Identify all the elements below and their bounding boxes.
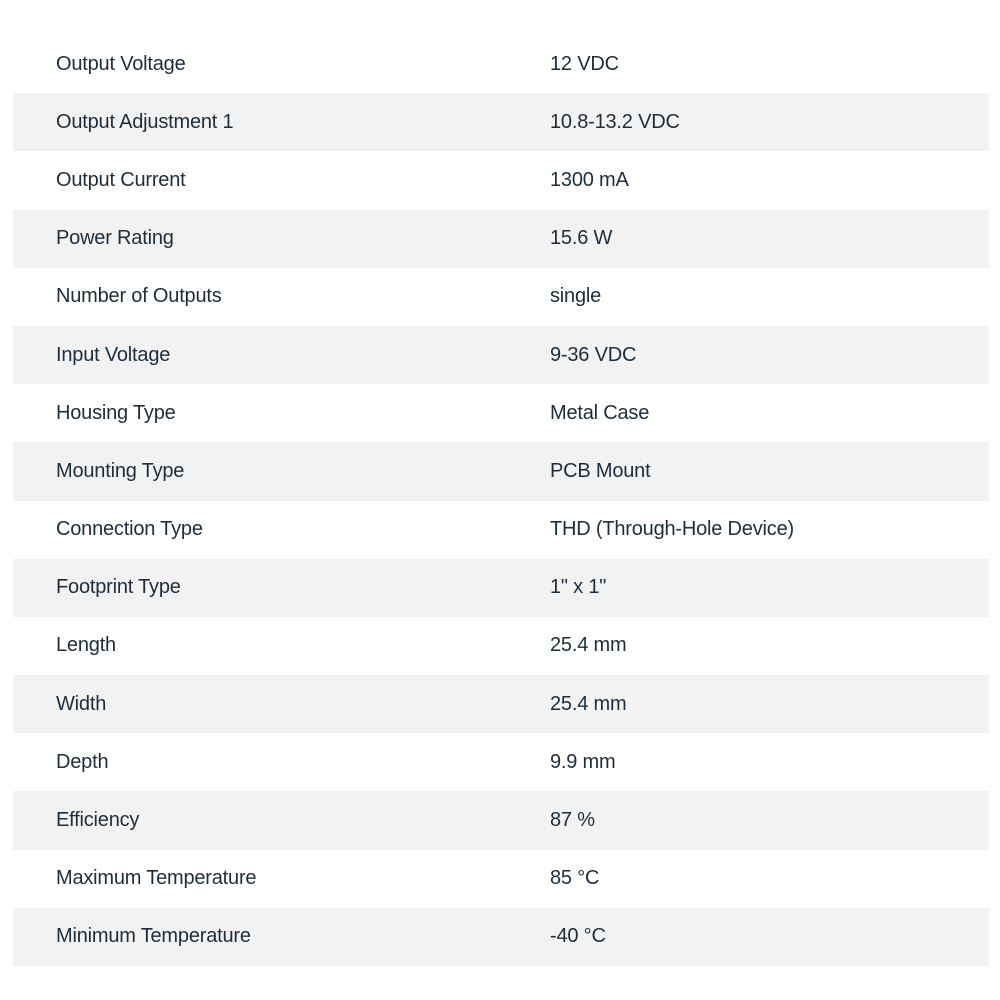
spec-value: 9.9 mm (550, 750, 616, 773)
spec-label: Minimum Temperature (56, 925, 251, 948)
spec-value: 87 % (550, 809, 595, 832)
spec-label: Output Voltage (56, 52, 186, 75)
spec-value: THD (Through-Hole Device) (550, 518, 794, 541)
spec-value: 25.4 mm (550, 634, 627, 657)
spec-value: 12 VDC (550, 52, 619, 75)
spec-row-power-rating (13, 210, 989, 268)
spec-row-connection-type (13, 501, 989, 559)
spec-label: Maximum Temperature (56, 867, 257, 890)
spec-value: -40 °C (550, 925, 606, 948)
spec-value: 1" x 1" (550, 576, 607, 599)
spec-label: Number of Outputs (56, 285, 222, 308)
spec-row-input-voltage (13, 326, 989, 384)
spec-label: Output Adjustment 1 (56, 110, 234, 133)
spec-label: Width (56, 692, 107, 715)
spec-table (13, 35, 989, 966)
spec-label: Length (56, 634, 116, 657)
spec-label: Input Voltage (56, 343, 171, 366)
spec-row-length (13, 617, 989, 675)
spec-row-output-voltage (13, 35, 989, 93)
spec-label: Efficiency (56, 809, 140, 832)
spec-row-output-current (13, 151, 989, 209)
spec-value: single (550, 285, 602, 308)
spec-row-footprint-type (13, 559, 989, 617)
spec-row-depth (13, 733, 989, 791)
spec-label: Connection Type (56, 518, 203, 541)
spec-label: Output Current (56, 168, 186, 191)
spec-value: 25.4 mm (550, 692, 627, 715)
spec-label: Depth (56, 750, 109, 773)
spec-value: 9-36 VDC (550, 343, 637, 366)
spec-value: Metal Case (550, 401, 650, 424)
spec-label: Mounting Type (56, 459, 185, 482)
spec-value: 10.8-13.2 VDC (550, 110, 680, 133)
spec-value: 15.6 W (550, 227, 613, 250)
spec-value: PCB Mount (550, 459, 651, 482)
spec-value: 85 °C (550, 867, 600, 890)
spec-value: 1300 mA (550, 168, 629, 191)
spec-label: Power Rating (56, 227, 174, 250)
spec-row-output-adjustment (13, 93, 989, 151)
spec-row-efficiency (13, 791, 989, 849)
spec-row-housing-type (13, 384, 989, 442)
spec-row-mounting-type (13, 442, 989, 500)
spec-row-maximum-temperature (13, 850, 989, 908)
spec-row-number-of-outputs (13, 268, 989, 326)
spec-label: Footprint Type (56, 576, 181, 599)
spec-label: Housing Type (56, 401, 176, 424)
spec-row-width (13, 675, 989, 733)
spec-row-minimum-temperature (13, 908, 989, 966)
